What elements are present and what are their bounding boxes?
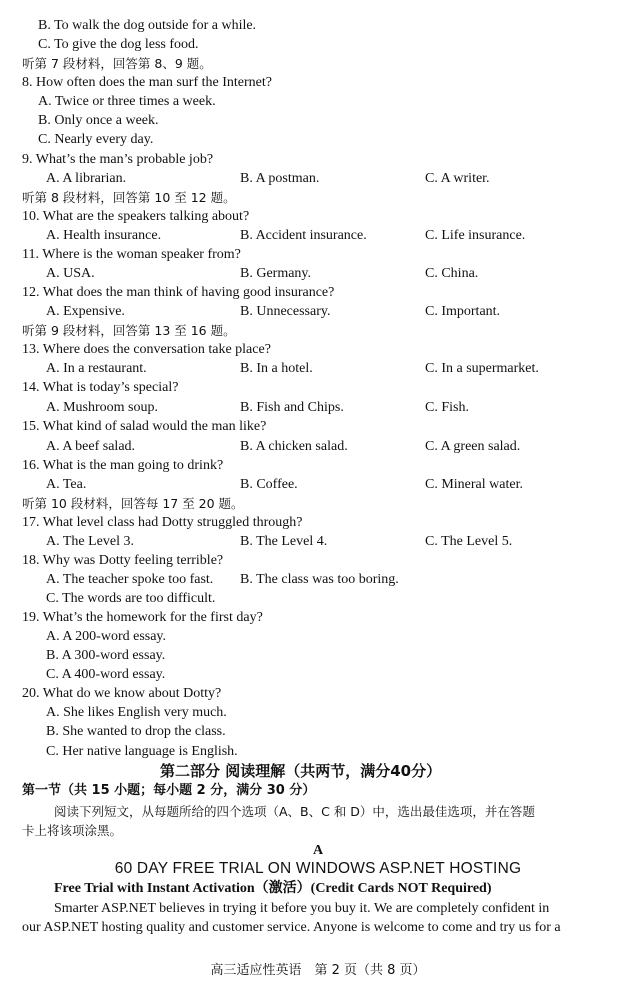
option-a: A. In a restaurant. (46, 361, 147, 376)
passage-subtitle: Free Trial with Instant Activation（激活）(Credit Cards NOT Required) (54, 881, 492, 896)
option-c: C. Fish. (425, 400, 469, 415)
option-b: B. A postman. (240, 171, 320, 186)
passage-title: 60 DAY FREE TRIAL ON WINDOWS ASP.NET HOSTING (114, 860, 522, 877)
option-b: B. Coffee. (240, 477, 298, 492)
question-stem: 14. What is today’s special? (22, 380, 179, 395)
option-b: B. A chicken salad. (240, 439, 348, 454)
option-b: B. In a hotel. (240, 361, 313, 376)
option-c: C. To give the dog less food. (38, 37, 199, 52)
option-b: B. Germany. (240, 266, 312, 281)
option-c: C. A writer. (425, 171, 490, 186)
question-stem: 20. What do we know about Dotty? (22, 686, 222, 701)
question-stem: 12. What does the man think of having good insurance? (22, 285, 335, 300)
option-c: C. The Level 5. (425, 534, 513, 549)
section-header-8: 听第 8 段材料，回答第 10 至 12 题。 (22, 190, 236, 205)
option-c: C. In a supermarket. (425, 361, 539, 376)
option-c: C. The words are too difficult. (46, 591, 216, 606)
option-a: A. A beef salad. (46, 439, 136, 454)
option-b: B. A 300-word essay. (46, 648, 166, 663)
question-stem: 18. Why was Dotty feeling terrible? (22, 553, 224, 568)
question-stem: 17. What level class had Dotty struggled through? (22, 515, 303, 530)
option-a: A. A librarian. (46, 171, 127, 186)
option-c: C. China. (425, 266, 479, 281)
option-a: A. Health insurance. (46, 228, 162, 243)
option-a: A. Expensive. (46, 304, 125, 319)
option-b: B. To walk the dog outside for a while. (38, 18, 257, 33)
question-stem: 8. How often does the man surf the Internet? (22, 75, 272, 90)
option-a: A. A 200-word essay. (46, 629, 167, 644)
option-a: A. Mushroom soup. (46, 400, 159, 415)
option-a: A. Twice or three times a week. (38, 94, 216, 109)
section-header-10: 听第 10 段材料，回答每 17 至 20 题。 (22, 496, 244, 511)
passage-body-line-1: Smarter ASP.NET believes in trying it before you buy it. We are completely confident in (54, 901, 550, 916)
question-stem: 19. What’s the homework for the first day? (22, 610, 263, 625)
part-title: 第二部分 阅读理解（共两节，满分40分） (160, 762, 442, 780)
question-stem: 16. What is the man going to drink? (22, 458, 224, 473)
option-a: A. USA. (46, 266, 95, 281)
option-b: B. Only once a week. (38, 113, 159, 128)
option-a: A. Tea. (46, 477, 87, 492)
option-b: B. She wanted to drop the class. (46, 724, 226, 739)
question-stem: 10. What are the speakers talking about? (22, 209, 250, 224)
option-c: C. Important. (425, 304, 501, 319)
option-a: A. The Level 3. (46, 534, 134, 549)
instruction-line-2: 卡上将该项涂黑。 (22, 823, 123, 838)
option-b: B. The Level 4. (240, 534, 328, 549)
question-stem: 11. Where is the woman speaker from? (22, 247, 241, 262)
option-a: A. The teacher spoke too fast. (46, 572, 214, 587)
section-header-7: 听第 7 段材料，回答第 8、9 题。 (22, 56, 212, 71)
section-title: 第一节（共 15 小题；每小题 2 分，满分 30 分） (22, 783, 316, 798)
page-footer: 高三适应性英语 第 2 页（共 8 页） (210, 963, 426, 978)
option-c: C. Nearly every day. (38, 132, 154, 147)
passage-label: A (312, 843, 324, 858)
option-b: B. Accident insurance. (240, 228, 367, 243)
passage-body-line-2: our ASP.NET hosting quality and customer service. Anyone is welcome to come and try us for a (22, 920, 561, 935)
option-c: C. Mineral water. (425, 477, 523, 492)
option-b: B. Unnecessary. (240, 304, 331, 319)
option-c: C. Her native language is English. (46, 744, 238, 759)
question-stem: 13. Where does the conversation take place? (22, 342, 271, 357)
question-stem: 15. What kind of salad would the man like? (22, 419, 267, 434)
option-a: A. She likes English very much. (46, 705, 227, 720)
option-b: B. The class was too boring. (240, 572, 399, 587)
option-c: C. A 400-word essay. (46, 667, 166, 682)
option-c: C. Life insurance. (425, 228, 526, 243)
instruction-line-1: 阅读下列短文，从每题所给的四个选项（A、B、C 和 D）中，选出最佳选项，并在答题 (54, 804, 535, 819)
section-header-9: 听第 9 段材料，回答第 13 至 16 题。 (22, 323, 236, 338)
question-stem: 9. What’s the man’s probable job? (22, 152, 214, 167)
option-c: C. A green salad. (425, 439, 521, 454)
option-b: B. Fish and Chips. (240, 400, 344, 415)
